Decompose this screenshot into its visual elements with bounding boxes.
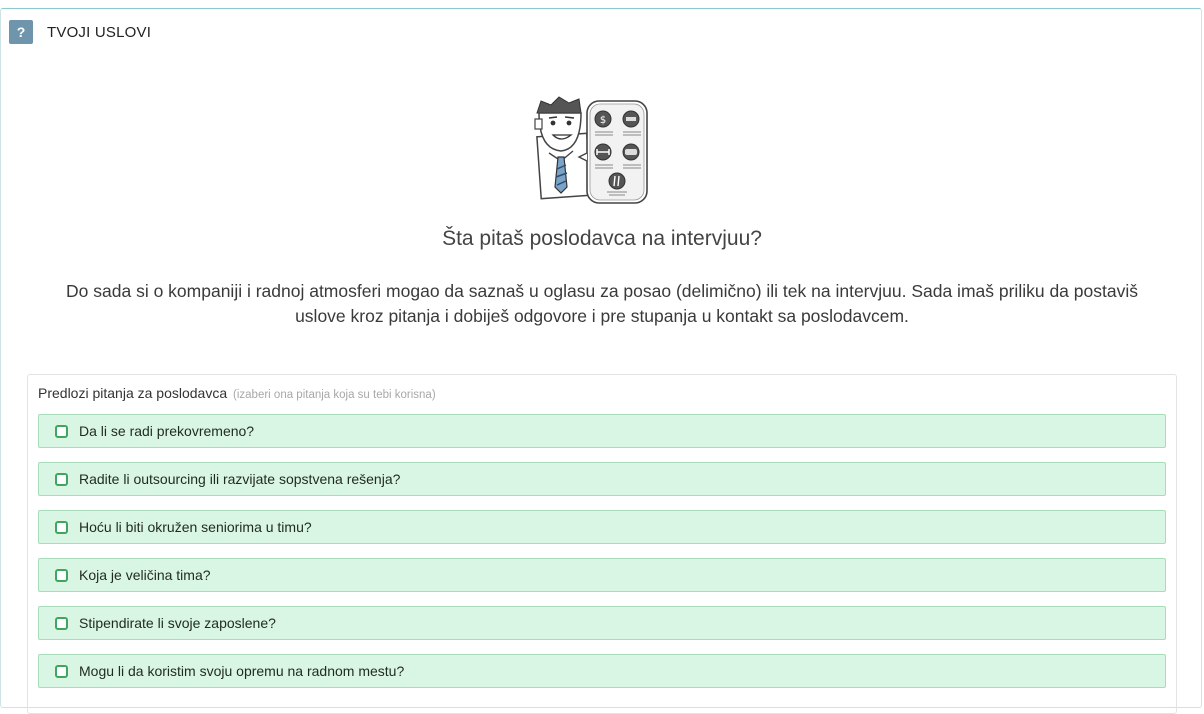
question-item[interactable] xyxy=(38,510,1166,544)
questions-label-text: Predlozi pitanja za poslodavca xyxy=(38,385,228,401)
question-checkbox[interactable] xyxy=(55,425,68,438)
question-text: Da li se radi prekovremeno? xyxy=(79,423,255,439)
help-icon[interactable]: ? xyxy=(9,20,33,44)
questions-label xyxy=(38,385,436,401)
svg-text:$: $ xyxy=(599,115,607,126)
question-checkbox[interactable] xyxy=(55,665,68,678)
employee-benefits-illustration-icon xyxy=(529,91,653,205)
page-headline: Šta pitaš poslodavca na intervjuu? xyxy=(442,227,762,250)
question-checkbox[interactable] xyxy=(55,569,68,582)
question-item[interactable] xyxy=(38,606,1166,640)
question-text: Hoću li biti okružen seniorima u timu? xyxy=(79,519,312,535)
question-item[interactable] xyxy=(38,654,1166,688)
suggested-questions-box xyxy=(27,374,1177,714)
question-text: Stipendirate li svoje zaposlene? xyxy=(79,615,276,631)
questions-hint: (izaberi ona pitanja koja su tebi korisna) xyxy=(233,389,436,401)
question-text: Radite li outsourcing ili razvijate sopstvena rešenja? xyxy=(79,471,401,487)
question-item[interactable] xyxy=(38,414,1166,448)
intro-paragraph: Do sada si o kompaniji i radnoj atmosferi mogao da saznaš u oglasu za posao (delimično) ili tek na intervjuu. Sada imaš priliku da postaviš uslove kroz pitanja i dobiješ odgovore i pre stupanja u kontakt sa poslodavcem. xyxy=(66,281,1138,326)
question-item[interactable] xyxy=(38,462,1166,496)
question-item[interactable] xyxy=(38,558,1166,592)
question-text: Mogu li da koristim svoju opremu na radnom mestu? xyxy=(79,663,405,679)
conditions-panel xyxy=(0,8,1202,708)
panel-header xyxy=(9,19,151,45)
question-checkbox[interactable] xyxy=(55,617,68,630)
question-checkbox[interactable] xyxy=(55,521,68,534)
question-checkbox[interactable] xyxy=(55,473,68,486)
question-text: Koja je veličina tima? xyxy=(79,567,211,583)
panel-title: TVOJI USLOVI xyxy=(47,23,152,41)
question-list xyxy=(38,414,1166,702)
